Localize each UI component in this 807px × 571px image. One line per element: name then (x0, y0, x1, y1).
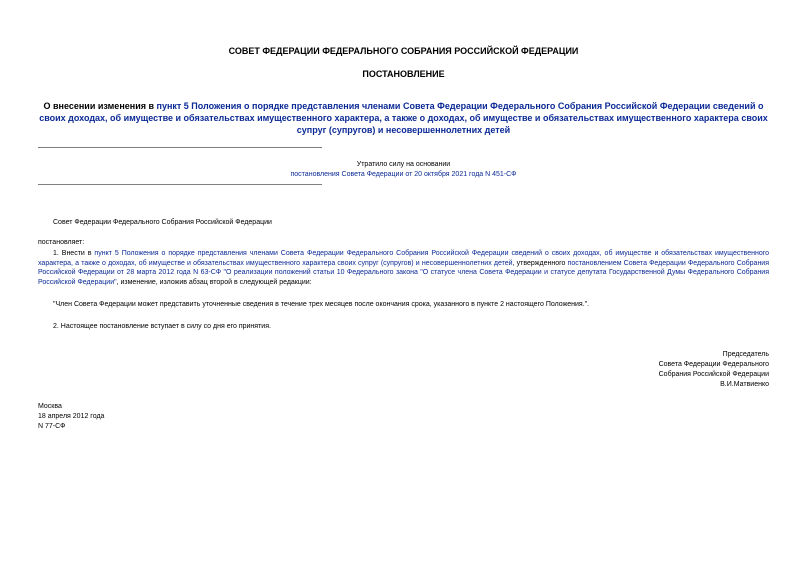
para1-prefix: 1. Внести в (53, 250, 95, 257)
status-note-text: Утратило силу на основании (356, 161, 451, 168)
resolves-text: постановляет: (38, 239, 85, 246)
document-number: N 77-СФ (38, 423, 66, 430)
place-date-block (38, 402, 104, 432)
signature-line-1: Председатель (722, 351, 769, 358)
signature-line-3: Собрания Российской Федерации (658, 371, 769, 378)
date: 18 апреля 2012 года (38, 413, 105, 420)
title-prefix: О внесении изменения в (43, 101, 157, 111)
para1-resolution-link[interactable]: постановлением Совета Федерации Федерального Собрания Российской Федерации от 28 марта 2012 года N 63-СФ "О реализации положений статьи 10 Федерального закона "О статусе члена Совета Федерации и статусе депутата Государственной Думы Федерального Собрания Российской Федерации" (38, 259, 770, 286)
title-link[interactable]: пункт 5 Положения о порядке представления членами Совета Федерации Федерального Собрания Российской Федерации сведений о своих доходах, об имуществе и обязательствах имущественного характера, а также о доходах, об имуществе и обязательствах имущественного характера своих супруг (супругов) и несовершеннолетних детей (39, 101, 768, 135)
issuer-text: Совет Федерации Федерального Собрания Российской Федерации (53, 219, 272, 226)
para1-suffix: , изменение, изложив абзац второй в следующей редакции: (116, 278, 312, 286)
paragraph-1 (38, 249, 769, 287)
document-title (38, 100, 769, 136)
amendment-quote: "Член Совета Федерации может представить уточненные сведения в течение трех месяцев после окончания срока, указанного в пункте 2 настоящего Положения.". (53, 301, 590, 308)
issuing-body-heading: СОВЕТ ФЕДЕРАЦИИ ФЕДЕРАЛЬНОГО СОБРАНИЯ РОССИЙСКОЙ ФЕДЕРАЦИИ (228, 46, 579, 56)
para1-middle: , утвержденного (512, 259, 568, 267)
city: Москва (38, 403, 62, 410)
signature-block (659, 350, 769, 390)
signature-line-2: Совета Федерации Федерального (658, 361, 769, 368)
status-note-link[interactable]: постановления Совета Федерации от 20 октября 2021 года N 451-СФ (290, 171, 517, 178)
document-type-heading: ПОСТАНОВЛЕНИЕ (362, 69, 445, 79)
divider-top (38, 147, 322, 148)
divider-bottom (38, 184, 322, 185)
paragraph-2: 2. Настоящее постановление вступает в силу со дня его принятия. (53, 323, 271, 330)
para1-regulation-link[interactable]: пункт 5 Положения о порядке представления членами Совета Федерации Федерального Собрания Российской Федерации сведений о своих доходах, об имуществе и обязательствах имущественного характера, а также о доходах, об имуществе и обязательствах имущественного характера своих супруг (супругов) и несовершеннолетних детей (38, 250, 770, 267)
signatory-name: В.И.Матвиенко (720, 381, 769, 388)
